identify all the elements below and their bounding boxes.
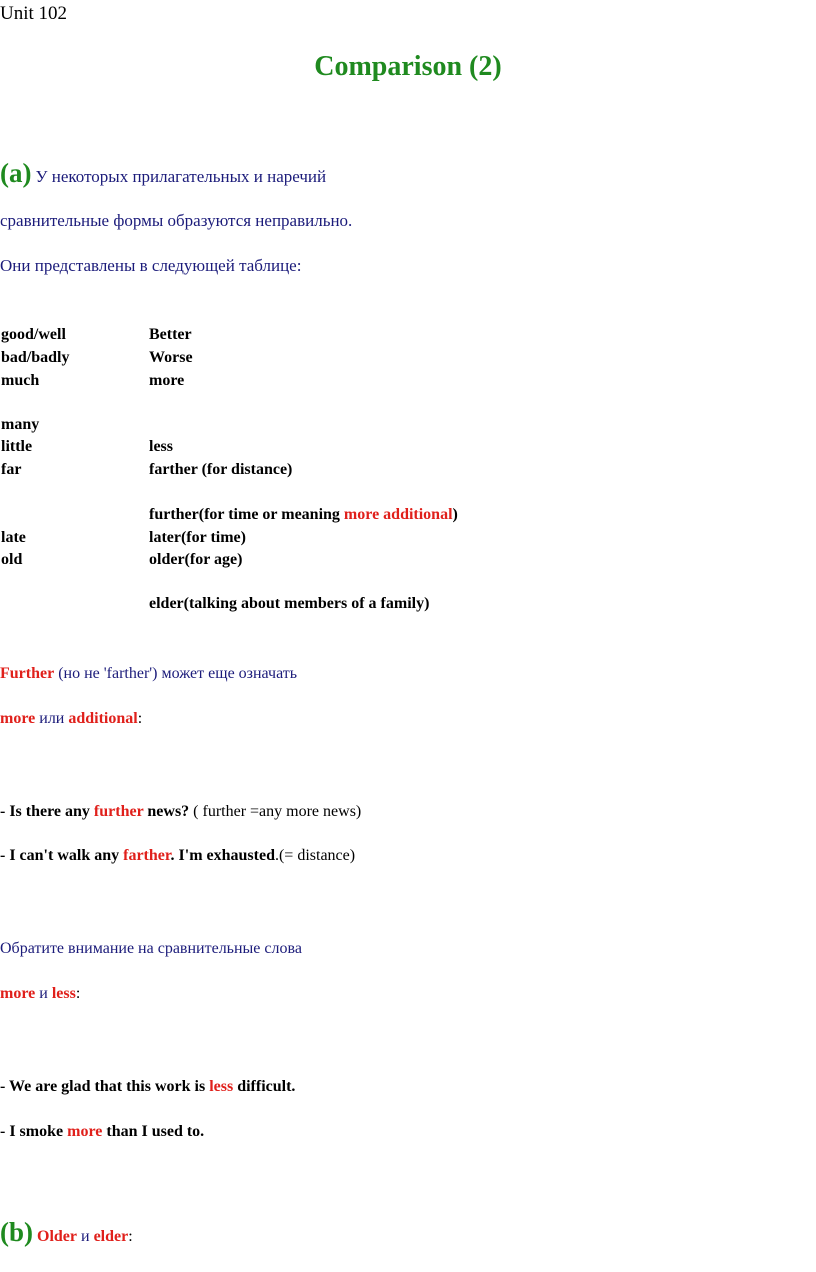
table-comparative: farther (for distance)	[149, 461, 293, 478]
example-sentence	[0, 1079, 295, 1095]
section-b-heading	[0, 1219, 133, 1246]
intro-line-1: У некоторых прилагательных и наречий	[35, 167, 327, 186]
word-further: Further	[0, 665, 55, 682]
connector-or: или	[35, 710, 69, 727]
table-comparative: older(for age)	[149, 551, 243, 568]
example-text: - Is there any	[0, 803, 94, 820]
table-comparative: elder(talking about members of a family)	[149, 595, 430, 612]
colon: :	[75, 985, 81, 1002]
table-comparative	[149, 507, 458, 523]
colon: :	[137, 710, 143, 727]
comparative-text: )	[452, 506, 458, 523]
example-explanation: .(= distance)	[274, 847, 356, 864]
example-text: difficult.	[233, 1078, 296, 1095]
example-highlight: less	[209, 1078, 234, 1095]
further-note-text: (но не 'farther') может еще означать	[54, 665, 298, 682]
example-text: - I smoke	[0, 1123, 68, 1140]
example-sentence	[0, 1124, 204, 1140]
example-text: than I used to.	[102, 1123, 205, 1140]
example-text: . I'm exhausted	[170, 847, 275, 864]
section-a-intro	[0, 160, 326, 187]
connector-and: и	[77, 1228, 94, 1245]
word-more: more	[0, 985, 36, 1002]
attention-note: Обратите внимание на сравнительные слова	[0, 940, 302, 957]
example-sentence	[0, 804, 361, 820]
example-explanation: ( further =any more news)	[189, 803, 362, 820]
unit-label: Unit 102	[0, 3, 68, 24]
table-comparative: more	[149, 372, 185, 389]
table-base-word: old	[1, 551, 23, 568]
table-base-word: much	[1, 372, 40, 389]
table-base-word: many	[1, 416, 40, 433]
intro-line-2: сравнительные формы образуются неправильно.	[0, 211, 353, 230]
further-note	[0, 666, 297, 682]
example-text: news?	[143, 803, 190, 820]
section-a-marker: (a)	[0, 158, 32, 188]
table-base-word: good/well	[1, 326, 66, 343]
section-b-marker: (b)	[0, 1217, 33, 1247]
attention-words	[0, 986, 80, 1002]
highlight-more-additional: more additional	[343, 506, 453, 523]
table-comparative: less	[149, 438, 173, 455]
table-base-word: far	[1, 461, 22, 478]
word-less: less	[51, 985, 76, 1002]
word-older: Older	[37, 1228, 77, 1245]
example-highlight: more	[67, 1123, 103, 1140]
table-comparative: later(for time)	[149, 529, 246, 546]
example-text: - We are glad that this work is	[0, 1078, 210, 1095]
table-comparative: Better	[149, 326, 192, 343]
table-base-word: late	[1, 529, 26, 546]
further-meaning	[0, 711, 142, 727]
page-title: Comparison (2)	[314, 51, 502, 82]
example-highlight: further	[93, 803, 144, 820]
example-text: - I can't walk any	[0, 847, 124, 864]
connector-and: и	[35, 985, 52, 1002]
colon: :	[128, 1228, 133, 1245]
word-elder: elder	[93, 1228, 129, 1245]
table-base-word: bad/badly	[1, 349, 70, 366]
word-more: more	[0, 710, 36, 727]
example-highlight: farther	[123, 847, 171, 864]
word-additional: additional	[68, 710, 138, 727]
example-sentence	[0, 848, 355, 864]
table-base-word: little	[1, 438, 33, 455]
comparative-text: further(for time or meaning	[149, 506, 344, 523]
intro-line-3: Они представлены в следующей таблице:	[0, 256, 302, 275]
table-comparative: Worse	[149, 349, 193, 366]
